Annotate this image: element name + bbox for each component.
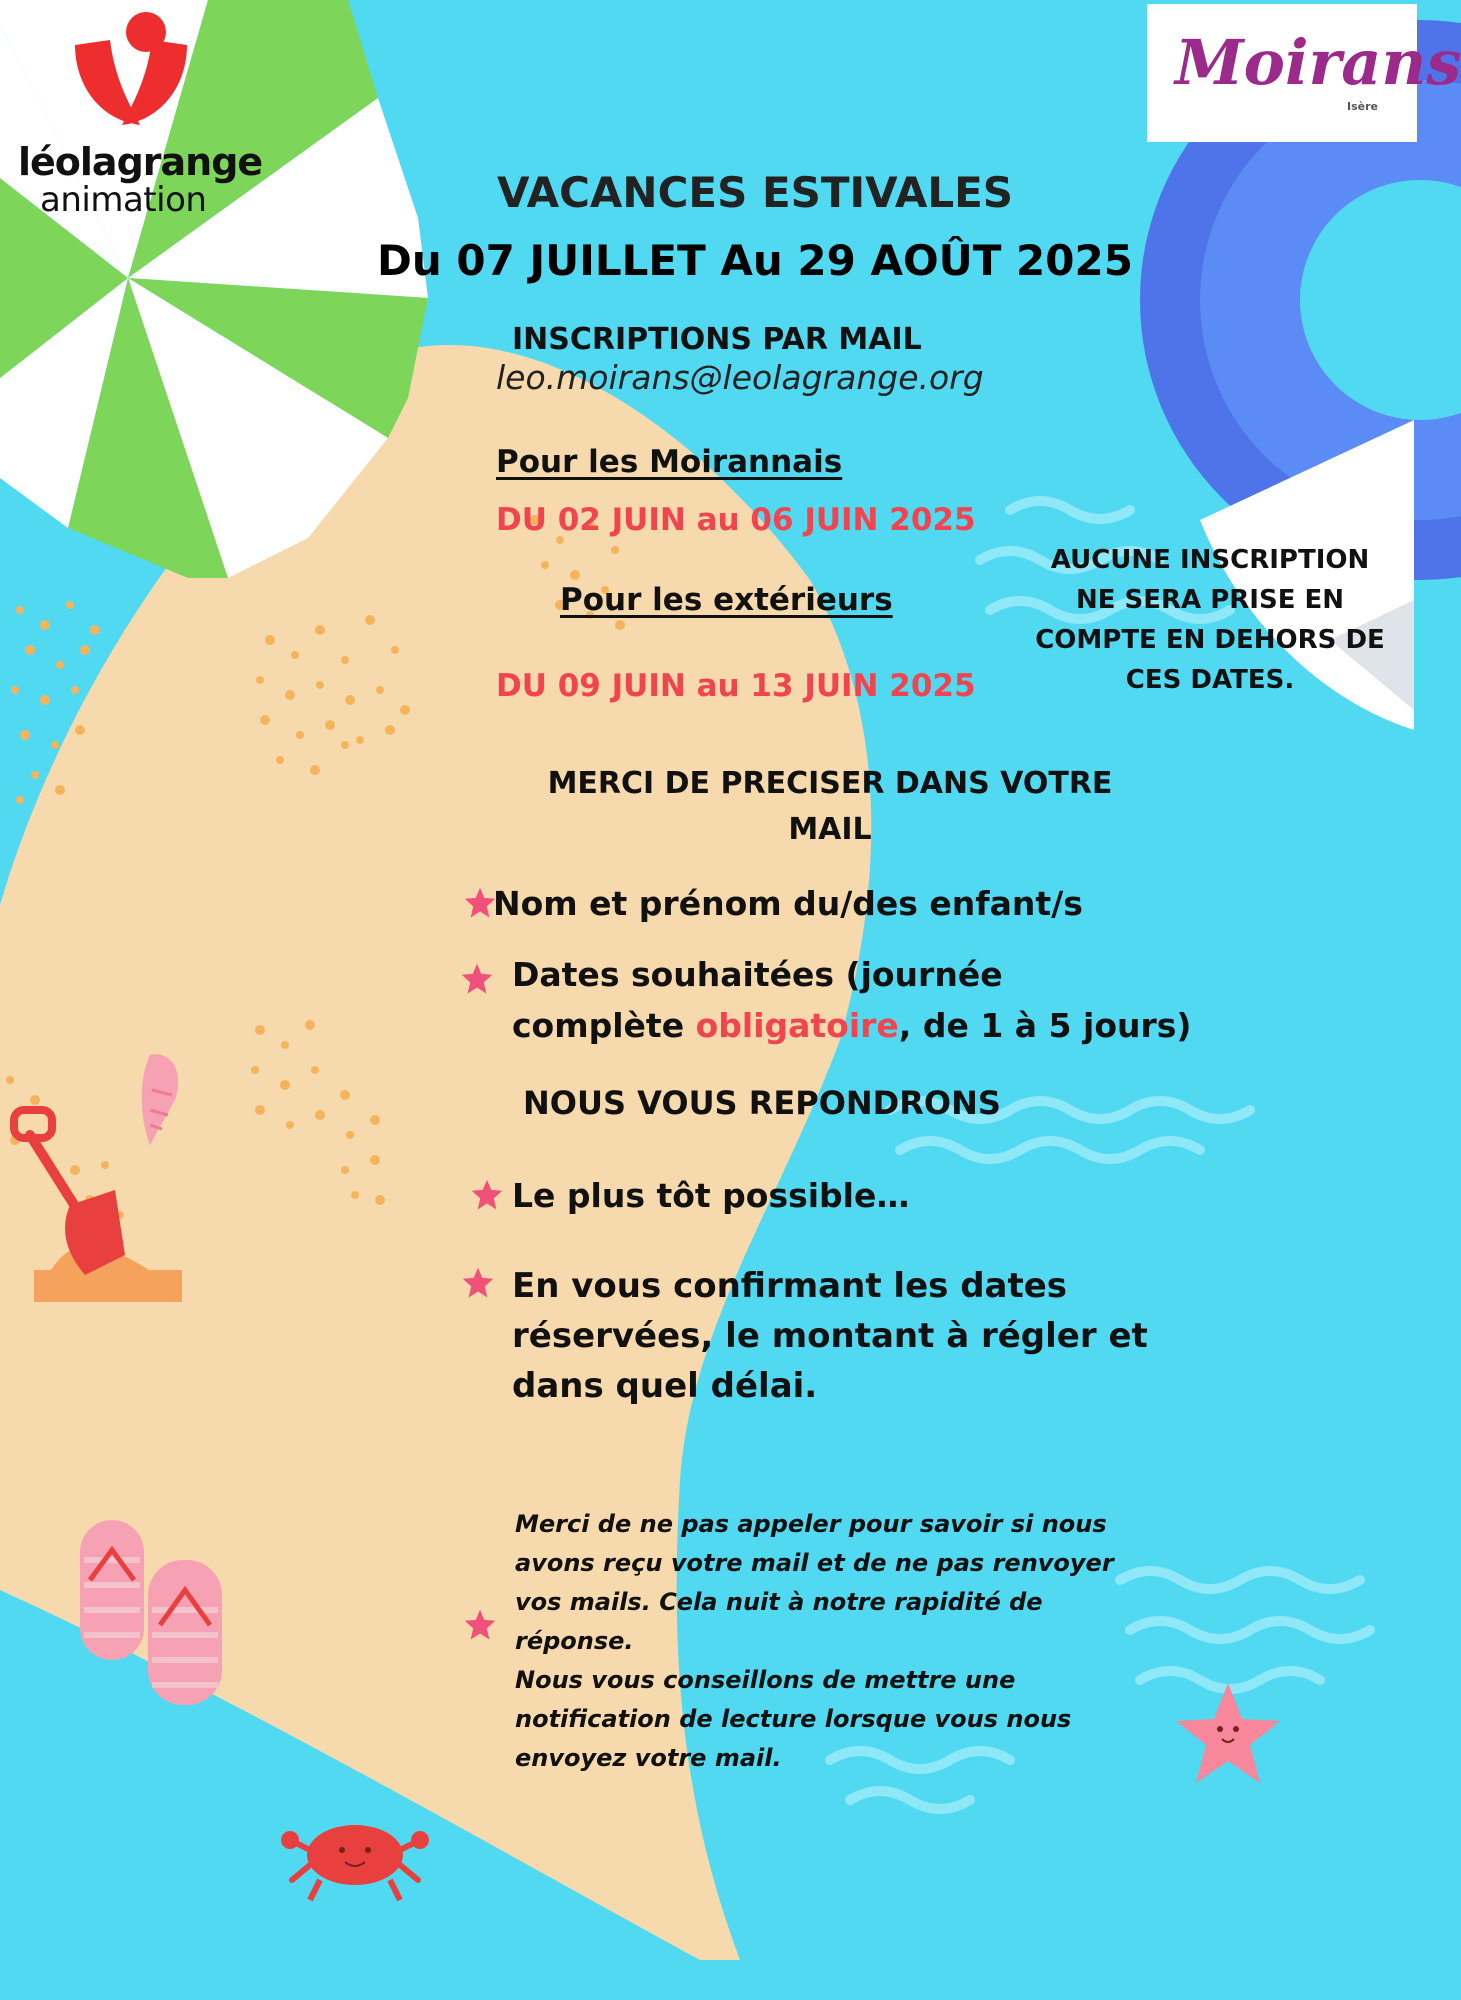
star-bullet-icon xyxy=(460,962,494,996)
star-bullet-icon xyxy=(463,886,497,920)
note-line6: notification de lecture lorsque vous nous xyxy=(515,1705,1072,1733)
note-line4: réponse. xyxy=(515,1627,634,1655)
note-line7: envoyez votre mail. xyxy=(515,1744,782,1772)
note-line1: Merci de ne pas appeler pour savoir si nous xyxy=(515,1510,1107,1538)
reply-item-confirm-line2: réservées, le montant à régler et xyxy=(512,1316,1148,1356)
note-line2: avons reçu votre mail et de ne pas renvoyer xyxy=(515,1549,1114,1577)
reply-heading: NOUS VOUS REPONDRONS xyxy=(523,1084,1001,1122)
star-bullet-icon xyxy=(470,1178,504,1212)
moirannais-dates: DU 02 JUIN au 06 JUIN 2025 xyxy=(496,502,976,538)
warning-line2: NE SERA PRISE EN xyxy=(1075,585,1345,615)
precise-item-dates-part-c: , de 1 à 5 jours) xyxy=(898,1006,1192,1045)
inscriptions-heading: INSCRIPTIONS PAR MAIL xyxy=(512,322,922,357)
leo-lagrange-logo-line2: animation xyxy=(40,180,207,220)
moirans-logo-name: Moirans xyxy=(1175,26,1461,99)
reply-item-confirm-line3: dans quel délai. xyxy=(512,1366,818,1406)
precise-item-mandatory: obligatoire xyxy=(695,1006,899,1045)
reply-item-soon: Le plus tôt possible… xyxy=(512,1176,910,1215)
leo-lagrange-logo-line1: léolagrange xyxy=(18,140,263,184)
page-title: VACANCES ESTIVALES xyxy=(496,168,1014,217)
moirannais-label: Pour les Moirannais xyxy=(496,444,843,480)
warning-line1: AUCUNE INSCRIPTION xyxy=(1050,545,1370,575)
precise-heading-line1: MERCI DE PRECISER DANS VOTRE xyxy=(547,766,1113,801)
reply-item-confirm-line1: En vous confirmant les dates xyxy=(512,1266,1068,1306)
date-range: Du 07 JUILLET Au 29 AOÛT 2025 xyxy=(377,236,1133,285)
precise-item-dates-line1: Dates souhaitées (journée xyxy=(512,955,1003,994)
star-bullet-icon xyxy=(461,1266,495,1300)
moirans-logo xyxy=(1147,4,1461,142)
precise-heading-line2: MAIL xyxy=(788,812,872,847)
precise-item-dates-part-a: complète xyxy=(512,1006,696,1045)
warning-line3: COMPTE EN DEHORS DE xyxy=(1035,625,1385,655)
star-bullet-icon xyxy=(463,1608,497,1642)
note-line3: vos mails. Cela nuit à notre rapidité de xyxy=(515,1588,1043,1616)
moirans-logo-sub: Isère xyxy=(1347,100,1378,113)
precise-item-dates-line2 xyxy=(512,1006,1191,1045)
note-block xyxy=(515,1505,1115,1778)
warning-line4: CES DATES. xyxy=(1125,665,1295,695)
exterieurs-label: Pour les extérieurs xyxy=(560,582,893,618)
note-line5: Nous vous conseillons de mettre une xyxy=(515,1666,1016,1694)
precise-item-name: Nom et prénom du/des enfant/s xyxy=(493,884,1083,923)
contact-email[interactable]: leo.moirans@leolagrange.org xyxy=(496,358,984,397)
exterieurs-dates: DU 09 JUIN au 13 JUIN 2025 xyxy=(496,668,976,704)
